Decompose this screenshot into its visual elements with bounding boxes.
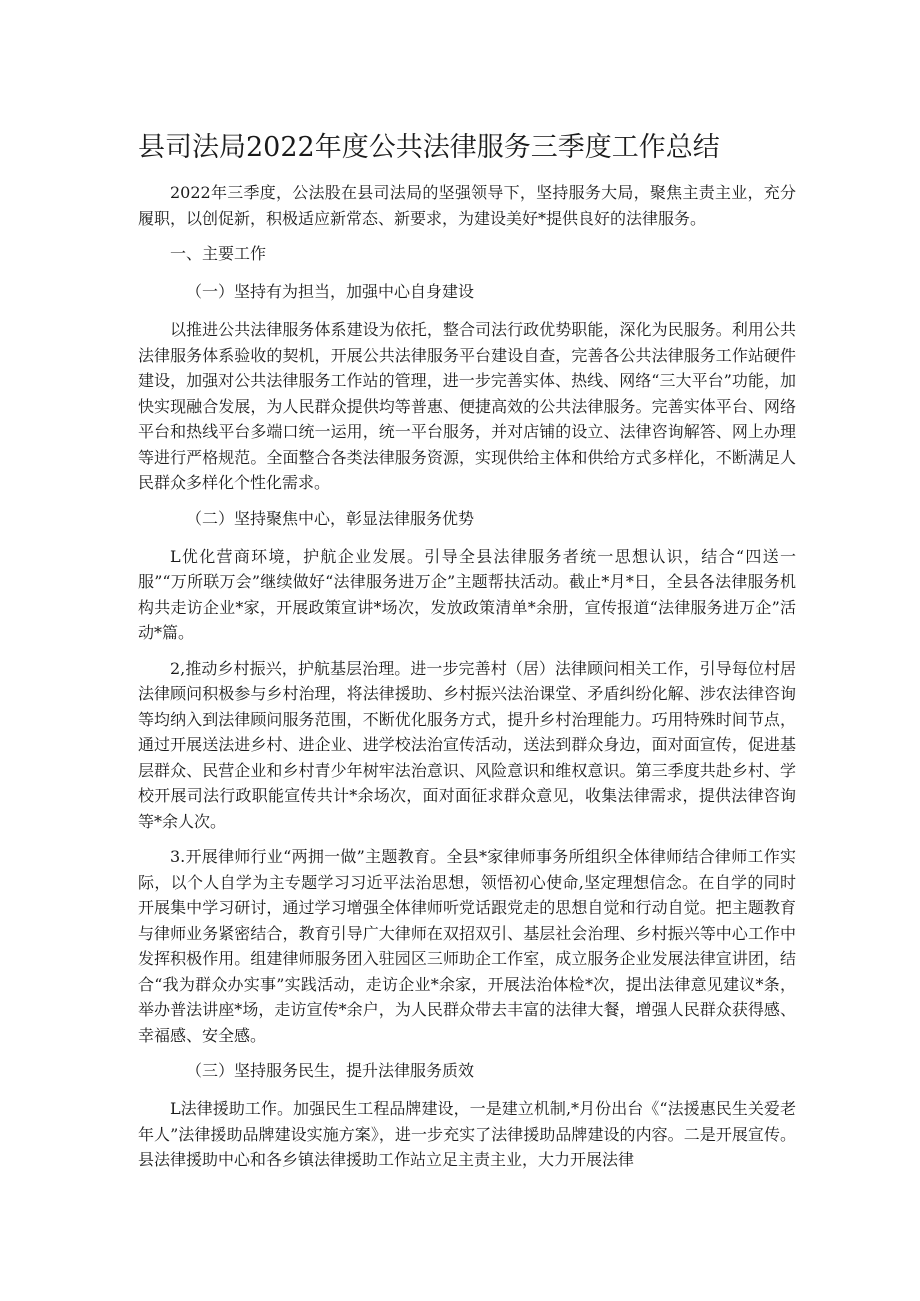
subsection-2-paragraph-1: L优化营商环境，护航企业发展。引导全县法律服务者统一思想认识，结合“四送一服”“万所联万会”继续做好“法律服务进万企”主题帮扶活动。截止*月*日，全县各法律服务机构共走访企业*家，开展政策宣讲*场次，发放政策清单*余册，宣传报道“法律服务进万企”活动*篇。 [138,546,796,642]
subsection-heading-2: （二）坚持聚焦中心，彰显法律服务优势 [186,508,475,528]
document-title: 县司法局2022年度公共法律服务三季度工作总结 [138,132,720,163]
intro-paragraph: 2022年三季度，公法股在县司法局的坚强领导下，坚持服务大局，聚焦主责主业，充分履职，以创促新，积极适应新常态、新要求，为建设美好*提供良好的法律服务。 [138,183,796,228]
subsection-2-paragraph-2: 2,推动乡村振兴，护航基层治理。进一步完善村（居）法律顾问相关工作，引导每位村居法律顾问积极参与乡村治理，将法律援助、乡村振兴法治课堂、矛盾纠纷化解、涉农法律咨询等均纳入到法律顾问服务范围，不断优化服务方式，提升乡村治理能力。巧用特殊时间节点，通过开展送法进乡村、进企业、进学校法治宣传活动，送法到群众身边，面对面宣传，促进基层群众、民营企业和乡村青少年树牢法治意识、风险意识和维权意识。第三季度共赴乡村、学校开展司法行政职能宣传共计*余场次，面对面征求群众意见，收集法律需求，提供法律咨询等*余人次。 [138,658,796,831]
section-heading-main-work: 一、主要工作 [170,244,267,263]
document-page [138,128,796,1183]
subsection-heading-3: （三）坚持服务民生，提升法律服务质效 [186,1061,475,1080]
subsection-2-paragraph-3: 3.开展律师行业“两拥一做”主题教育。全县*家律师事务所组织全体律师结合律师工作实际，以个人自学为主专题学习习近平法治思想，领悟初心使命,坚定理想信念。在自学的同时开展集中学习研讨，通过学习增强全体律师听党话跟党走的思想自觉和行动自觉。把主题教育与律师业务紧密结合，教育引导广大律师在双招双引、基层社会治理、乡村振兴等中心工作中发挥积极作用。组建律师服务团入驻园区三师助企工作室，成立服务企业发展法律宣讲团，结合“我为群众办实事”实践活动，走访企业*余家，开展法治体检*次，提出法律意见建议*条，举办普法讲座*场，走访宣传*余户，为人民群众带去丰富的法律大餐，增强人民群众获得感、幸福感、安全感。 [138,847,796,1045]
subsection-3-paragraph-1: L法律援助工作。加强民生工程品牌建设，一是建立机制,*月份出台《“法援惠民生关爱老年人”法律援助品牌建设实施方案》，进一步充实了法律援助品牌建设的内容。二是开展宣传。县法律援助中心和各乡镇法律援助工作站立足主责主业，大力开展法律 [138,1099,796,1169]
subsection-1-paragraph: 以推进公共法律服务体系建设为依托，整合司法行政优势职能，深化为民服务。利用公共法律服务体系验收的契机，开展公共法律服务平台建设自查，完善各公共法律服务工作站硬件建设，加强对公共法律服务工作站的管理，进一步完善实体、热线、网络“三大平台”功能，加快实现融合发展，为人民群众提供均等普惠、便捷高效的公共法律服务。完善实体平台、网络平台和热线平台多端口统一运用，统一平台服务，并对店铺的设立、法律咨询解答、网上办理等进行严格规范。全面整合各类法律服务资源，实现供给主体和供给方式多样化，不断满足人民群众多样化个性化需求。 [138,320,796,492]
subsection-heading-1: （一）坚持有为担当，加强中心自身建设 [186,282,475,301]
